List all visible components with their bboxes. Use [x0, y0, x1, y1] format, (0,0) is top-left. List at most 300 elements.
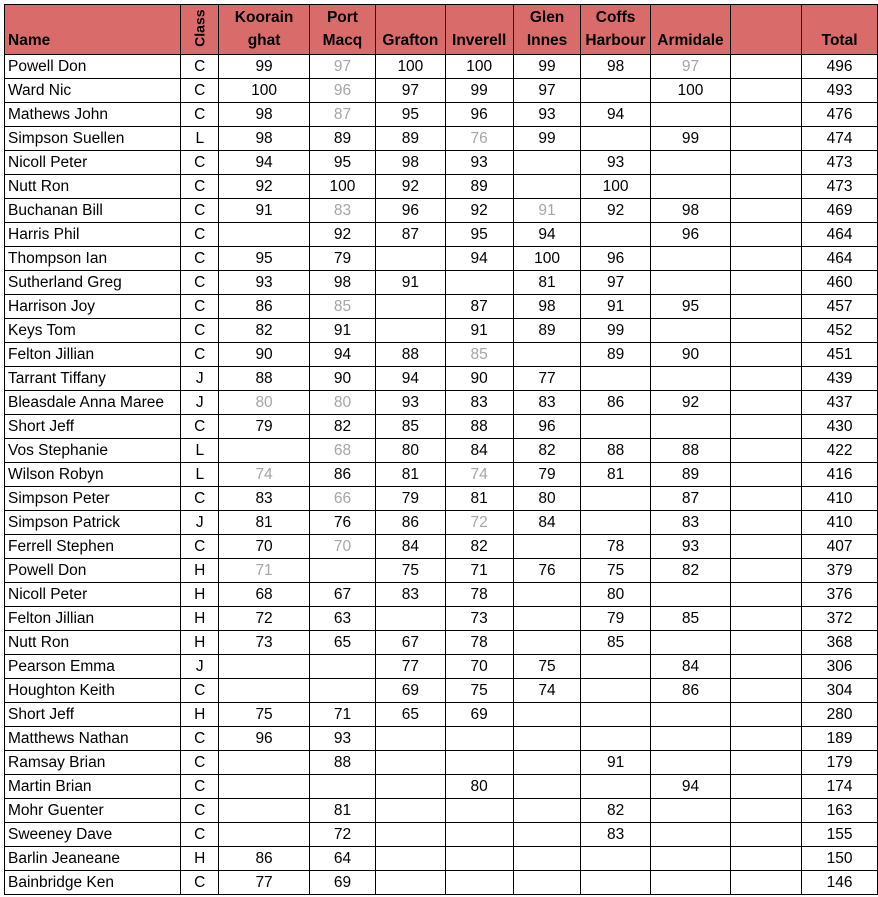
score-port-macq: 72: [309, 823, 376, 847]
score-kooraingh: 86: [219, 847, 309, 871]
score-coffs-harbour: [581, 703, 651, 727]
score-glen-innes: [513, 703, 581, 727]
score-armidale: 90: [650, 343, 730, 367]
competitor-class: C: [181, 535, 219, 559]
score-kooraingh: 68: [219, 583, 309, 607]
score-blank: [731, 175, 802, 199]
score-port-macq: 96: [309, 79, 376, 103]
competitor-name: Tarrant Tiffany: [5, 367, 181, 391]
score-inverell: 92: [445, 199, 513, 223]
score-inverell: 100: [445, 55, 513, 79]
score-glen-innes: [513, 823, 581, 847]
competitor-class: H: [181, 607, 219, 631]
score-glen-innes: 83: [513, 391, 581, 415]
total-score: 460: [802, 271, 878, 295]
score-blank: [731, 559, 802, 583]
score-blank: [731, 847, 802, 871]
header-name: Name: [5, 5, 181, 55]
score-kooraingh: [219, 655, 309, 679]
score-armidale: 97: [650, 55, 730, 79]
score-inverell: 80: [445, 775, 513, 799]
competitor-class: H: [181, 703, 219, 727]
competitor-name: Mathews John: [5, 103, 181, 127]
competitor-class: J: [181, 511, 219, 535]
competitor-class: C: [181, 151, 219, 175]
score-blank: [731, 103, 802, 127]
total-score: 304: [802, 679, 878, 703]
score-grafton: [376, 295, 445, 319]
score-glen-innes: 80: [513, 487, 581, 511]
score-grafton: [376, 751, 445, 775]
score-inverell: 84: [445, 439, 513, 463]
competitor-name: Powell Don: [5, 55, 181, 79]
score-armidale: 84: [650, 655, 730, 679]
competitor-name: Simpson Peter: [5, 487, 181, 511]
header-total: Total: [802, 5, 878, 55]
total-score: 174: [802, 775, 878, 799]
table-row: [5, 631, 878, 655]
total-score: 473: [802, 175, 878, 199]
score-armidale: 83: [650, 511, 730, 535]
score-glen-innes: [513, 343, 581, 367]
score-coffs-harbour: 89: [581, 343, 651, 367]
score-coffs-harbour: 91: [581, 751, 651, 775]
score-inverell: 93: [445, 151, 513, 175]
header-class: [181, 5, 219, 55]
score-blank: [731, 607, 802, 631]
table-row: [5, 343, 878, 367]
total-score: 150: [802, 847, 878, 871]
score-glen-innes: 96: [513, 415, 581, 439]
score-port-macq: 68: [309, 439, 376, 463]
score-glen-innes: [513, 535, 581, 559]
table-row: [5, 319, 878, 343]
score-blank: [731, 367, 802, 391]
total-score: 155: [802, 823, 878, 847]
score-glen-innes: [513, 583, 581, 607]
score-kooraingh: 99: [219, 55, 309, 79]
score-inverell: 91: [445, 319, 513, 343]
score-inverell: 83: [445, 391, 513, 415]
score-armidale: [650, 799, 730, 823]
score-glen-innes: [513, 727, 581, 751]
score-kooraingh: 83: [219, 487, 309, 511]
score-grafton: 80: [376, 439, 445, 463]
score-blank: [731, 655, 802, 679]
total-score: 416: [802, 463, 878, 487]
score-grafton: 93: [376, 391, 445, 415]
score-blank: [731, 79, 802, 103]
score-armidale: [650, 583, 730, 607]
score-coffs-harbour: 75: [581, 559, 651, 583]
table-row: [5, 487, 878, 511]
competitor-name: Short Jeff: [5, 415, 181, 439]
competitor-class: L: [181, 463, 219, 487]
competitor-class: C: [181, 727, 219, 751]
header-inverell: Inverell: [445, 5, 513, 55]
score-armidale: 93: [650, 535, 730, 559]
score-coffs-harbour: 83: [581, 823, 651, 847]
score-blank: [731, 583, 802, 607]
score-inverell: 69: [445, 703, 513, 727]
total-score: 189: [802, 727, 878, 751]
table-row: [5, 199, 878, 223]
score-kooraingh: 70: [219, 535, 309, 559]
competitor-name: Harris Phil: [5, 223, 181, 247]
score-inverell: 76: [445, 127, 513, 151]
score-glen-innes: [513, 751, 581, 775]
score-armidale: 82: [650, 559, 730, 583]
score-blank: [731, 631, 802, 655]
competitor-name: Powell Don: [5, 559, 181, 583]
score-kooraingh: 94: [219, 151, 309, 175]
score-kooraingh: 74: [219, 463, 309, 487]
competitor-name: Ward Nic: [5, 79, 181, 103]
competitor-name: Short Jeff: [5, 703, 181, 727]
score-blank: [731, 727, 802, 751]
score-armidale: 85: [650, 607, 730, 631]
score-blank: [731, 511, 802, 535]
table-body: [5, 55, 878, 895]
table-row: [5, 751, 878, 775]
score-glen-innes: [513, 607, 581, 631]
score-glen-innes: 75: [513, 655, 581, 679]
competitor-name: Ramsay Brian: [5, 751, 181, 775]
score-port-macq: 95: [309, 151, 376, 175]
table-row: [5, 655, 878, 679]
total-score: 179: [802, 751, 878, 775]
score-kooraingh: 95: [219, 247, 309, 271]
score-kooraingh: 79: [219, 415, 309, 439]
score-kooraingh: [219, 679, 309, 703]
score-kooraingh: 98: [219, 103, 309, 127]
table-row: [5, 583, 878, 607]
score-armidale: [650, 847, 730, 871]
score-glen-innes: [513, 871, 581, 895]
competitor-class: C: [181, 223, 219, 247]
score-port-macq: 67: [309, 583, 376, 607]
score-coffs-harbour: [581, 415, 651, 439]
competitor-name: Vos Stephanie: [5, 439, 181, 463]
score-kooraingh: 82: [219, 319, 309, 343]
score-coffs-harbour: [581, 511, 651, 535]
score-kooraingh: 100: [219, 79, 309, 103]
score-kooraingh: 90: [219, 343, 309, 367]
score-inverell: [445, 751, 513, 775]
score-port-macq: 79: [309, 247, 376, 271]
score-coffs-harbour: [581, 79, 651, 103]
score-blank: [731, 247, 802, 271]
score-grafton: 69: [376, 679, 445, 703]
score-armidale: [650, 631, 730, 655]
competitor-name: Houghton Keith: [5, 679, 181, 703]
table-row: [5, 415, 878, 439]
header-coffs-harbour: [581, 5, 651, 55]
total-score: 163: [802, 799, 878, 823]
score-kooraingh: 80: [219, 391, 309, 415]
score-port-macq: 90: [309, 367, 376, 391]
score-port-macq: [309, 775, 376, 799]
score-grafton: 65: [376, 703, 445, 727]
table-row: [5, 55, 878, 79]
score-armidale: 95: [650, 295, 730, 319]
total-score: 376: [802, 583, 878, 607]
score-grafton: 83: [376, 583, 445, 607]
score-glen-innes: 91: [513, 199, 581, 223]
score-grafton: 86: [376, 511, 445, 535]
score-grafton: 98: [376, 151, 445, 175]
score-inverell: 78: [445, 583, 513, 607]
competitor-name: Sutherland Greg: [5, 271, 181, 295]
score-grafton: 92: [376, 175, 445, 199]
score-grafton: [376, 823, 445, 847]
score-armidale: [650, 247, 730, 271]
score-glen-innes: [513, 175, 581, 199]
score-grafton: 96: [376, 199, 445, 223]
score-armidale: 98: [650, 199, 730, 223]
competitor-class: C: [181, 199, 219, 223]
score-glen-innes: 99: [513, 55, 581, 79]
score-grafton: 81: [376, 463, 445, 487]
competitor-name: Wilson Robyn: [5, 463, 181, 487]
table-row: [5, 679, 878, 703]
score-coffs-harbour: [581, 487, 651, 511]
score-armidale: 96: [650, 223, 730, 247]
score-inverell: 74: [445, 463, 513, 487]
score-coffs-harbour: [581, 367, 651, 391]
score-inverell: 75: [445, 679, 513, 703]
score-grafton: 79: [376, 487, 445, 511]
score-grafton: [376, 727, 445, 751]
score-grafton: 97: [376, 79, 445, 103]
score-blank: [731, 223, 802, 247]
score-coffs-harbour: 86: [581, 391, 651, 415]
score-grafton: 94: [376, 367, 445, 391]
table-row: [5, 559, 878, 583]
score-grafton: [376, 799, 445, 823]
competitor-class: C: [181, 343, 219, 367]
score-grafton: 95: [376, 103, 445, 127]
competitor-name: Martin Brian: [5, 775, 181, 799]
score-kooraingh: 77: [219, 871, 309, 895]
score-port-macq: 80: [309, 391, 376, 415]
score-inverell: 94: [445, 247, 513, 271]
total-score: 464: [802, 223, 878, 247]
score-armidale: 86: [650, 679, 730, 703]
competitor-name: Felton Jillian: [5, 343, 181, 367]
total-score: 476: [802, 103, 878, 127]
header-class-label: Class: [191, 9, 208, 48]
competitor-class: C: [181, 775, 219, 799]
total-score: 407: [802, 535, 878, 559]
table-row: [5, 703, 878, 727]
score-armidale: 99: [650, 127, 730, 151]
score-port-macq: 81: [309, 799, 376, 823]
competitor-class: C: [181, 247, 219, 271]
competitor-class: C: [181, 319, 219, 343]
score-coffs-harbour: 100: [581, 175, 651, 199]
score-port-macq: 97: [309, 55, 376, 79]
score-coffs-harbour: 79: [581, 607, 651, 631]
score-kooraingh: 88: [219, 367, 309, 391]
score-inverell: [445, 823, 513, 847]
competitor-class: J: [181, 391, 219, 415]
score-coffs-harbour: [581, 871, 651, 895]
score-glen-innes: 93: [513, 103, 581, 127]
competitor-class: L: [181, 439, 219, 463]
score-blank: [731, 679, 802, 703]
score-grafton: 88: [376, 343, 445, 367]
score-grafton: 77: [376, 655, 445, 679]
score-armidale: [650, 703, 730, 727]
competitor-name: Keys Tom: [5, 319, 181, 343]
score-coffs-harbour: 78: [581, 535, 651, 559]
score-port-macq: 83: [309, 199, 376, 223]
score-glen-innes: 99: [513, 127, 581, 151]
score-armidale: [650, 367, 730, 391]
competitor-class: C: [181, 751, 219, 775]
competitor-name: Simpson Suellen: [5, 127, 181, 151]
score-grafton: 75: [376, 559, 445, 583]
score-grafton: [376, 607, 445, 631]
competitor-class: C: [181, 175, 219, 199]
score-kooraingh: 75: [219, 703, 309, 727]
score-glen-innes: [513, 151, 581, 175]
score-armidale: 89: [650, 463, 730, 487]
score-blank: [731, 127, 802, 151]
table-row: [5, 223, 878, 247]
score-inverell: 89: [445, 175, 513, 199]
score-blank: [731, 319, 802, 343]
score-coffs-harbour: [581, 847, 651, 871]
score-glen-innes: 82: [513, 439, 581, 463]
score-blank: [731, 871, 802, 895]
score-glen-innes: [513, 799, 581, 823]
total-score: 474: [802, 127, 878, 151]
score-glen-innes: 100: [513, 247, 581, 271]
competitor-class: C: [181, 823, 219, 847]
score-inverell: 73: [445, 607, 513, 631]
score-coffs-harbour: 82: [581, 799, 651, 823]
competitor-class: C: [181, 679, 219, 703]
total-score: 146: [802, 871, 878, 895]
total-score: 422: [802, 439, 878, 463]
score-grafton: 84: [376, 535, 445, 559]
score-grafton: [376, 847, 445, 871]
header-port-macq: [309, 5, 376, 55]
score-kooraingh: 71: [219, 559, 309, 583]
score-armidale: [650, 175, 730, 199]
score-kooraingh: 98: [219, 127, 309, 151]
score-armidale: 94: [650, 775, 730, 799]
competitor-class: J: [181, 655, 219, 679]
score-inverell: [445, 799, 513, 823]
table-row: [5, 271, 878, 295]
table-row: [5, 775, 878, 799]
total-score: 493: [802, 79, 878, 103]
score-inverell: [445, 727, 513, 751]
score-armidale: [650, 727, 730, 751]
score-kooraingh: 73: [219, 631, 309, 655]
table-row: [5, 367, 878, 391]
score-glen-innes: [513, 847, 581, 871]
competitor-class: C: [181, 55, 219, 79]
total-score: 464: [802, 247, 878, 271]
table-row: [5, 823, 878, 847]
total-score: 469: [802, 199, 878, 223]
score-coffs-harbour: 96: [581, 247, 651, 271]
score-kooraingh: 96: [219, 727, 309, 751]
score-glen-innes: 76: [513, 559, 581, 583]
score-blank: [731, 775, 802, 799]
competitor-name: Nutt Ron: [5, 175, 181, 199]
table-row: [5, 535, 878, 559]
competitor-name: Simpson Patrick: [5, 511, 181, 535]
competitor-name: Sweeney Dave: [5, 823, 181, 847]
total-score: 410: [802, 511, 878, 535]
table-row: [5, 607, 878, 631]
header-grafton: Grafton: [376, 5, 445, 55]
table-row: [5, 295, 878, 319]
score-glen-innes: 89: [513, 319, 581, 343]
competitor-class: H: [181, 559, 219, 583]
score-port-macq: 66: [309, 487, 376, 511]
header-glen-innes: [513, 5, 581, 55]
competitor-name: Nutt Ron: [5, 631, 181, 655]
score-coffs-harbour: [581, 127, 651, 151]
score-blank: [731, 343, 802, 367]
score-inverell: 95: [445, 223, 513, 247]
table-row: [5, 247, 878, 271]
score-glen-innes: 94: [513, 223, 581, 247]
score-inverell: 99: [445, 79, 513, 103]
score-blank: [731, 439, 802, 463]
score-grafton: [376, 319, 445, 343]
competitor-name: Mohr Guenter: [5, 799, 181, 823]
competitor-name: Matthews Nathan: [5, 727, 181, 751]
score-blank: [731, 295, 802, 319]
score-armidale: [650, 151, 730, 175]
competitor-class: C: [181, 871, 219, 895]
competitor-name: Thompson Ian: [5, 247, 181, 271]
score-port-macq: 82: [309, 415, 376, 439]
score-blank: [731, 55, 802, 79]
score-armidale: [650, 319, 730, 343]
score-armidale: [650, 415, 730, 439]
score-kooraingh: 81: [219, 511, 309, 535]
score-port-macq: 64: [309, 847, 376, 871]
score-port-macq: 87: [309, 103, 376, 127]
score-armidale: [650, 271, 730, 295]
table-row: [5, 127, 878, 151]
score-kooraingh: [219, 799, 309, 823]
total-score: 437: [802, 391, 878, 415]
score-glen-innes: [513, 775, 581, 799]
score-glen-innes: 81: [513, 271, 581, 295]
score-blank: [731, 415, 802, 439]
score-inverell: 87: [445, 295, 513, 319]
score-port-macq: 63: [309, 607, 376, 631]
competitor-class: C: [181, 79, 219, 103]
score-grafton: 100: [376, 55, 445, 79]
score-coffs-harbour: [581, 655, 651, 679]
score-inverell: [445, 871, 513, 895]
score-coffs-harbour: 97: [581, 271, 651, 295]
header-kooraingh-line1: Koorain: [234, 9, 294, 27]
score-coffs-harbour: 85: [581, 631, 651, 655]
score-blank: [731, 535, 802, 559]
table-row: [5, 79, 878, 103]
